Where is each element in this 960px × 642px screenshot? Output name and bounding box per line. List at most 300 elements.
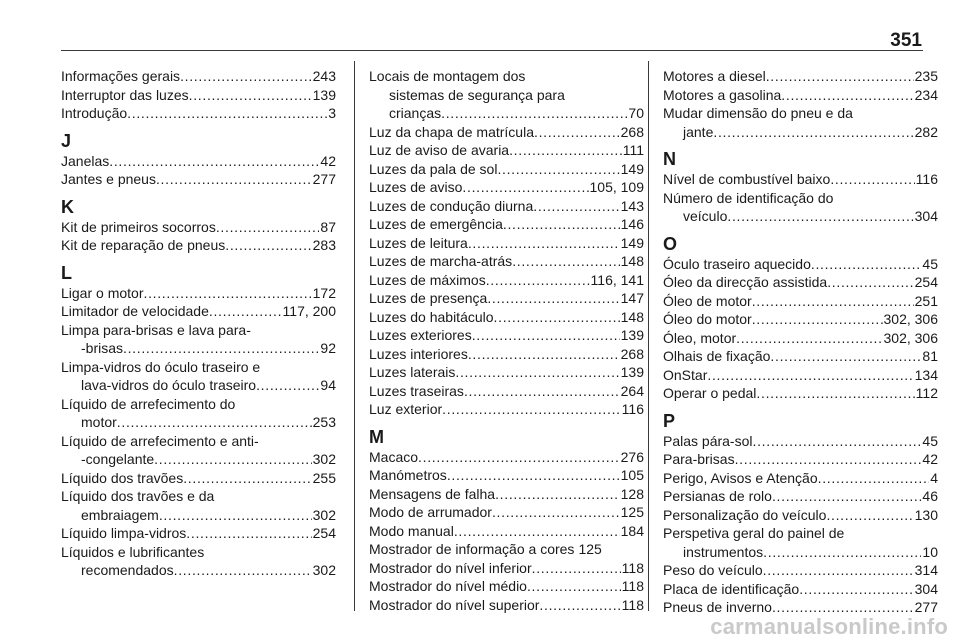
index-entry: [61, 432, 336, 469]
page-reference: 105, 109: [589, 179, 644, 195]
dot-leader: [127, 104, 327, 123]
index-term: Janelas: [61, 152, 110, 169]
index-entry-line: Líquido de arrefecimento e anti-: [61, 432, 259, 449]
dot-leader: [180, 67, 312, 86]
dot-leader: [455, 363, 619, 382]
page-reference: 92: [320, 340, 336, 356]
header-rule: [61, 50, 923, 51]
page-reference: 42: [320, 152, 336, 169]
index-entry-row: [61, 450, 336, 469]
index-term: Pneus de inverno: [663, 599, 772, 615]
page-reference: 148: [620, 253, 644, 269]
dot-leader: [109, 152, 319, 171]
index-entry-row: [663, 561, 938, 580]
index-entry: [663, 469, 938, 488]
page-reference: 116: [915, 171, 938, 187]
dot-leader: [534, 123, 620, 142]
index-entry-row: [369, 178, 644, 197]
index-term: Manómetros: [369, 467, 447, 483]
page-reference: 253: [312, 414, 336, 430]
page-reference: 148: [620, 308, 644, 325]
dot-leader: [497, 160, 619, 179]
index-term: Placa de identificação: [663, 580, 800, 597]
index-entry-row: [61, 236, 336, 255]
index-entry: [663, 524, 938, 561]
dot-leader: [156, 170, 312, 189]
index-entry-row: [663, 384, 938, 403]
page-reference: 134: [914, 366, 938, 383]
index-entry-row: [61, 413, 336, 432]
page-reference: 45: [922, 432, 938, 449]
index-term: Luzes exteriores: [369, 327, 472, 343]
index-entry-line: Número de identificação do: [663, 189, 834, 206]
page-reference: 117, 200: [282, 303, 336, 319]
index-entry-row: [61, 561, 336, 580]
index-term: Macaco: [369, 448, 419, 465]
index-term: -congelante: [81, 451, 155, 467]
dot-leader: [830, 170, 914, 189]
index-entry-row: [61, 469, 336, 488]
index-entry: [369, 197, 644, 216]
index-entry: [663, 170, 938, 189]
index-entry-row: [61, 506, 336, 525]
index-entry: [61, 67, 336, 86]
index-term: Luzes de emergência: [369, 216, 503, 232]
index-entry-row: [663, 329, 938, 348]
page-reference: 254: [914, 274, 938, 290]
dot-leader: [826, 506, 913, 525]
index-term: Luzes de condução diurna: [369, 197, 534, 214]
page-reference: 254: [312, 525, 336, 541]
index-entry-row: [663, 123, 938, 142]
index-entry: [61, 170, 336, 189]
index-entry-row: [369, 522, 644, 541]
index-term: Mensagens de falha: [369, 485, 496, 502]
dot-leader: [756, 384, 914, 403]
index-entry-row: [663, 366, 938, 385]
index-term: embraiagem: [81, 506, 159, 523]
index-entry: [369, 559, 644, 578]
index-term: Óleo, motor: [663, 329, 737, 346]
index-entry-line: Locais de montagem dos: [369, 68, 526, 84]
index-entry-row: [369, 596, 644, 615]
page-reference: 302: [312, 451, 336, 467]
index-term: Óleo do motor: [663, 311, 752, 327]
index-letter-heading: O: [663, 233, 678, 254]
index-term: Peso do veículo: [663, 562, 763, 578]
index-entry: [61, 236, 336, 255]
index-entry-row: [369, 363, 644, 382]
dot-leader: [753, 432, 922, 451]
page-reference: 3: [328, 105, 336, 121]
page-reference: 118: [621, 578, 644, 594]
page-reference: 184: [620, 522, 644, 539]
index-entry: [663, 189, 938, 226]
index-letter-heading: M: [369, 426, 384, 447]
index-entry-row: [369, 160, 644, 179]
dot-leader: [123, 339, 319, 358]
page-reference: 302, 306: [883, 311, 938, 327]
index-term: Kit de reparação de pneus: [61, 237, 226, 253]
page-reference: 264: [620, 382, 644, 399]
dot-leader: [154, 450, 311, 469]
index-term: Persianas de rolo: [663, 488, 772, 504]
page-reference: 70: [628, 105, 644, 121]
index-term: Óleo de motor: [663, 292, 752, 309]
index-entry: [61, 358, 336, 395]
page-reference: 276: [620, 448, 644, 465]
page-reference: 139: [312, 86, 336, 103]
dot-leader: [713, 123, 913, 142]
dot-leader: [159, 506, 312, 525]
index-entry: [61, 152, 336, 171]
index-term: Olhais de fixação: [663, 348, 771, 364]
index-entry-row: [663, 273, 938, 292]
index-entry: [663, 104, 938, 141]
dot-leader: [766, 67, 914, 86]
watermark: carmanualsonline.info: [710, 614, 948, 639]
index-term: Operar o pedal: [663, 385, 757, 401]
index-letter-heading: J: [61, 130, 72, 151]
index-term: Luzes de marcha-atrás: [369, 253, 513, 269]
index-entry: [369, 271, 644, 290]
index-entry-row: [369, 540, 644, 559]
index-term: crianças: [389, 105, 442, 121]
index-entry: [61, 395, 336, 432]
page-reference: 45: [922, 255, 938, 272]
dot-leader: [736, 329, 882, 348]
index-term: recomendados: [81, 562, 174, 578]
page-reference: 243: [312, 68, 336, 84]
dot-leader: [752, 292, 914, 311]
index-entry-line: sistemas de segurança para: [389, 86, 565, 103]
page-reference: 302: [312, 562, 336, 578]
index-term: Luzes do habitáculo: [369, 308, 494, 325]
index-entry-row: [663, 469, 938, 488]
index-entry: [61, 543, 336, 580]
index-entry-row: [369, 577, 644, 596]
index-term: Interruptor das luzes: [61, 86, 189, 103]
page-reference: 87: [320, 218, 336, 235]
dot-leader: [174, 561, 312, 580]
index-entry: [369, 178, 644, 197]
index-term: Luzes traseiras: [369, 382, 464, 399]
page-reference: 42: [922, 451, 938, 467]
index-entry-row: [663, 207, 938, 226]
index-letter-heading: P: [663, 410, 676, 431]
index-entry-row: [369, 382, 644, 401]
dot-leader: [727, 207, 913, 226]
dot-leader: [735, 450, 922, 469]
dot-leader: [509, 141, 622, 160]
index-term: Para-brisas: [663, 451, 735, 467]
index-entry: [369, 67, 644, 123]
dot-leader: [533, 197, 619, 216]
index-entry-row: [663, 255, 938, 274]
index-column: [663, 67, 938, 617]
index-term: Luzes de presença: [369, 290, 488, 306]
index-entry-row: [369, 197, 644, 216]
dot-leader: [442, 400, 621, 419]
column-divider: [648, 61, 649, 611]
index-entry-line: Mudar dimensão do pneu e da: [663, 105, 853, 121]
index-entry-line: Líquido de arrefecimento do: [61, 395, 236, 412]
dot-leader: [225, 236, 311, 255]
index-term: OnStar: [663, 366, 708, 383]
index-term: Luz de aviso de avaria: [369, 142, 510, 158]
dot-leader: [464, 382, 620, 401]
index-entry-row: [663, 543, 938, 562]
index-entry-row: [61, 86, 336, 105]
index-term: Perigo, Avisos e Atenção: [663, 469, 818, 486]
index-entry-row: [61, 284, 336, 303]
index-entry-row: [663, 67, 938, 86]
page-reference: 147: [620, 290, 644, 306]
dot-leader: [492, 503, 620, 522]
dot-leader: [462, 178, 588, 197]
index-entry-row: [369, 466, 644, 485]
index-term: Mostrador do nível inferior: [369, 559, 532, 576]
dot-leader: [468, 345, 620, 364]
index-entry: [369, 363, 644, 382]
page-reference: 46: [922, 488, 938, 504]
index-entry-row: [369, 448, 644, 467]
index-entry-row: [663, 292, 938, 311]
page-reference: 172: [312, 284, 336, 301]
page-reference: 94: [320, 377, 336, 393]
page-reference: 277: [914, 599, 938, 615]
index-term: motor: [81, 414, 117, 430]
index-term: Jantes e pneus: [61, 171, 156, 187]
index-entry-line: Líquido dos travões e da: [61, 488, 215, 504]
dot-leader: [117, 413, 312, 432]
index-entry-row: [369, 485, 644, 504]
dot-leader: [183, 469, 311, 488]
index-entry: [663, 580, 938, 599]
index-entry: [663, 487, 938, 506]
index-entry-row: [663, 580, 938, 599]
dot-leader: [512, 252, 619, 271]
index-entry: [61, 284, 336, 303]
index-term: Informações gerais: [61, 68, 181, 84]
page-reference: 143: [620, 197, 644, 214]
index-entry: [61, 302, 336, 321]
index-entry: [61, 487, 336, 524]
index-entry: [663, 292, 938, 311]
index-entry: [369, 252, 644, 271]
index-term: Introdução: [61, 105, 128, 121]
index-entry: [369, 503, 644, 522]
page-reference: 125: [620, 504, 644, 520]
index-term: -brisas: [81, 340, 124, 356]
dot-leader: [770, 347, 921, 366]
index-entry: [369, 522, 644, 541]
index-entry: [369, 400, 644, 419]
dot-leader: [418, 448, 620, 467]
index-entry-row: [369, 326, 644, 345]
index-entry: [369, 485, 644, 504]
index-term: Luzes laterais: [369, 364, 456, 380]
page-reference: 277: [312, 171, 336, 187]
page-reference: 116: [621, 401, 644, 417]
index-term: Luzes de aviso: [369, 179, 463, 195]
index-entry-row: [663, 450, 938, 469]
page-number: 351: [890, 30, 922, 51]
index-entry: [369, 308, 644, 327]
index-entry-row: [369, 345, 644, 364]
index-entry: [369, 215, 644, 234]
index-entry: [369, 466, 644, 485]
index-entry: [369, 141, 644, 160]
column-divider: [354, 61, 355, 611]
index-entry-row: [61, 302, 336, 321]
index-entry-row: [663, 347, 938, 366]
dot-leader: [752, 310, 883, 329]
index-entry: [663, 255, 938, 274]
index-entry-row: [61, 218, 336, 237]
index-letter-heading: L: [61, 262, 72, 283]
page-reference: 128: [620, 485, 644, 502]
index-term: Líquido limpa-vidros: [61, 525, 187, 541]
page-reference: 146: [620, 216, 644, 232]
index-entry-line: Limpa-vidros do óculo traseiro e: [61, 358, 261, 375]
dot-leader: [216, 218, 320, 237]
index-entry: [663, 273, 938, 292]
index-letter-heading: N: [663, 149, 676, 169]
page-reference: 111: [622, 142, 644, 158]
dot-leader: [186, 524, 311, 543]
dot-leader: [763, 543, 921, 562]
index-entry-line: Limpa para-brisas e lava para-: [61, 321, 251, 338]
index-entry: [369, 540, 644, 559]
index-entry-row: [369, 215, 644, 234]
index-term: Luz exterior: [369, 401, 443, 417]
index-column: [61, 67, 336, 580]
page-reference: 81: [922, 348, 938, 364]
index-entry-row: [369, 308, 644, 327]
index-term: Kit de primeiros socorros: [61, 218, 216, 235]
index-term: Personalização do veículo: [663, 506, 827, 523]
index-entry: [61, 469, 336, 488]
dot-leader: [781, 86, 913, 105]
index-term: Óleo da direcção assistida: [663, 274, 828, 290]
dot-leader: [441, 104, 627, 123]
index-entry: [369, 123, 644, 142]
index-entry: [663, 67, 938, 86]
index-entry: [663, 329, 938, 348]
index-letter-heading: K: [61, 196, 74, 217]
index-entry: [663, 432, 938, 451]
page-reference: 10: [922, 543, 938, 560]
index-entry-row: [369, 271, 644, 290]
index-column: [369, 67, 644, 614]
index-entry-row: [369, 503, 644, 522]
dot-leader: [707, 366, 913, 385]
page-reference: 139: [620, 364, 644, 380]
index-term: Luzes interiores: [369, 345, 468, 362]
index-term: Modo manual: [369, 522, 454, 539]
index-term: Óculo traseiro aquecido: [663, 255, 811, 272]
page-reference: 302: [312, 506, 336, 523]
index-entry-row: [61, 104, 336, 123]
index-entry-row: [61, 152, 336, 171]
index-entry-row: [61, 524, 336, 543]
page-reference: 116, 141: [590, 271, 644, 288]
page-reference: 268: [620, 345, 644, 362]
dot-leader: [772, 487, 921, 506]
index-entry: [663, 310, 938, 329]
index-entry: [663, 347, 938, 366]
index-term: Nível de combustível baixo: [663, 171, 831, 187]
index-entry: [61, 524, 336, 543]
index-term: Luzes de máximos: [369, 271, 486, 288]
index-term: veículo: [683, 208, 728, 224]
index-entry-row: [663, 310, 938, 329]
index-entry: [369, 234, 644, 253]
index-entry-line: Líquidos e lubrificantes: [61, 543, 205, 560]
index-term: Motores a diesel: [663, 68, 766, 84]
index-entry: [61, 218, 336, 237]
page-reference: 282: [914, 123, 938, 140]
page-reference: 112: [915, 385, 938, 401]
page-reference: 304: [914, 208, 938, 224]
index-entry-line: Perspetiva geral do painel de: [663, 525, 845, 541]
index-entry: [369, 345, 644, 364]
dot-leader: [763, 561, 914, 580]
page-reference: 314: [914, 562, 938, 578]
page-reference: 235: [914, 68, 938, 84]
dot-leader: [503, 215, 620, 234]
index-term: Luzes de leitura: [369, 234, 468, 251]
index-entry-row: [663, 487, 938, 506]
index-entry-row: [663, 432, 938, 451]
index-term: Mostrador de informação a cores: [369, 541, 575, 557]
index-entry-row: [61, 376, 336, 395]
index-entry: [369, 382, 644, 401]
page-reference: 4: [930, 469, 938, 486]
dot-leader: [143, 284, 311, 303]
page-reference: 234: [914, 86, 938, 103]
index-term: Ligar o motor: [61, 284, 144, 301]
index-entry: [369, 448, 644, 467]
page-reference: 118: [621, 559, 644, 576]
index-entry-row: [369, 141, 644, 160]
dot-leader: [487, 289, 619, 308]
dot-leader: [189, 86, 312, 105]
index-entry: [663, 506, 938, 525]
index-term: instrumentos: [683, 543, 764, 560]
index-entry-row: [369, 252, 644, 271]
dot-leader: [495, 485, 620, 504]
dot-leader: [256, 376, 319, 395]
page-reference: 118: [621, 596, 644, 613]
index-entry-row: [663, 506, 938, 525]
dot-leader: [494, 308, 620, 327]
page-reference: 149: [620, 160, 644, 177]
dot-leader: [539, 596, 620, 615]
index-term: Líquido dos travões: [61, 469, 184, 486]
index-term: Luzes da pala de sol: [369, 160, 498, 177]
index-entry: [663, 384, 938, 403]
index-entry-row: [369, 104, 644, 123]
page-reference: 304: [914, 580, 938, 597]
index-entry-row: [61, 170, 336, 189]
dot-leader: [827, 273, 913, 292]
index-term: lava-vidros do óculo traseiro: [81, 377, 257, 393]
page-reference: 149: [620, 234, 644, 251]
index-entry: [663, 450, 938, 469]
page-reference: 268: [620, 123, 644, 140]
